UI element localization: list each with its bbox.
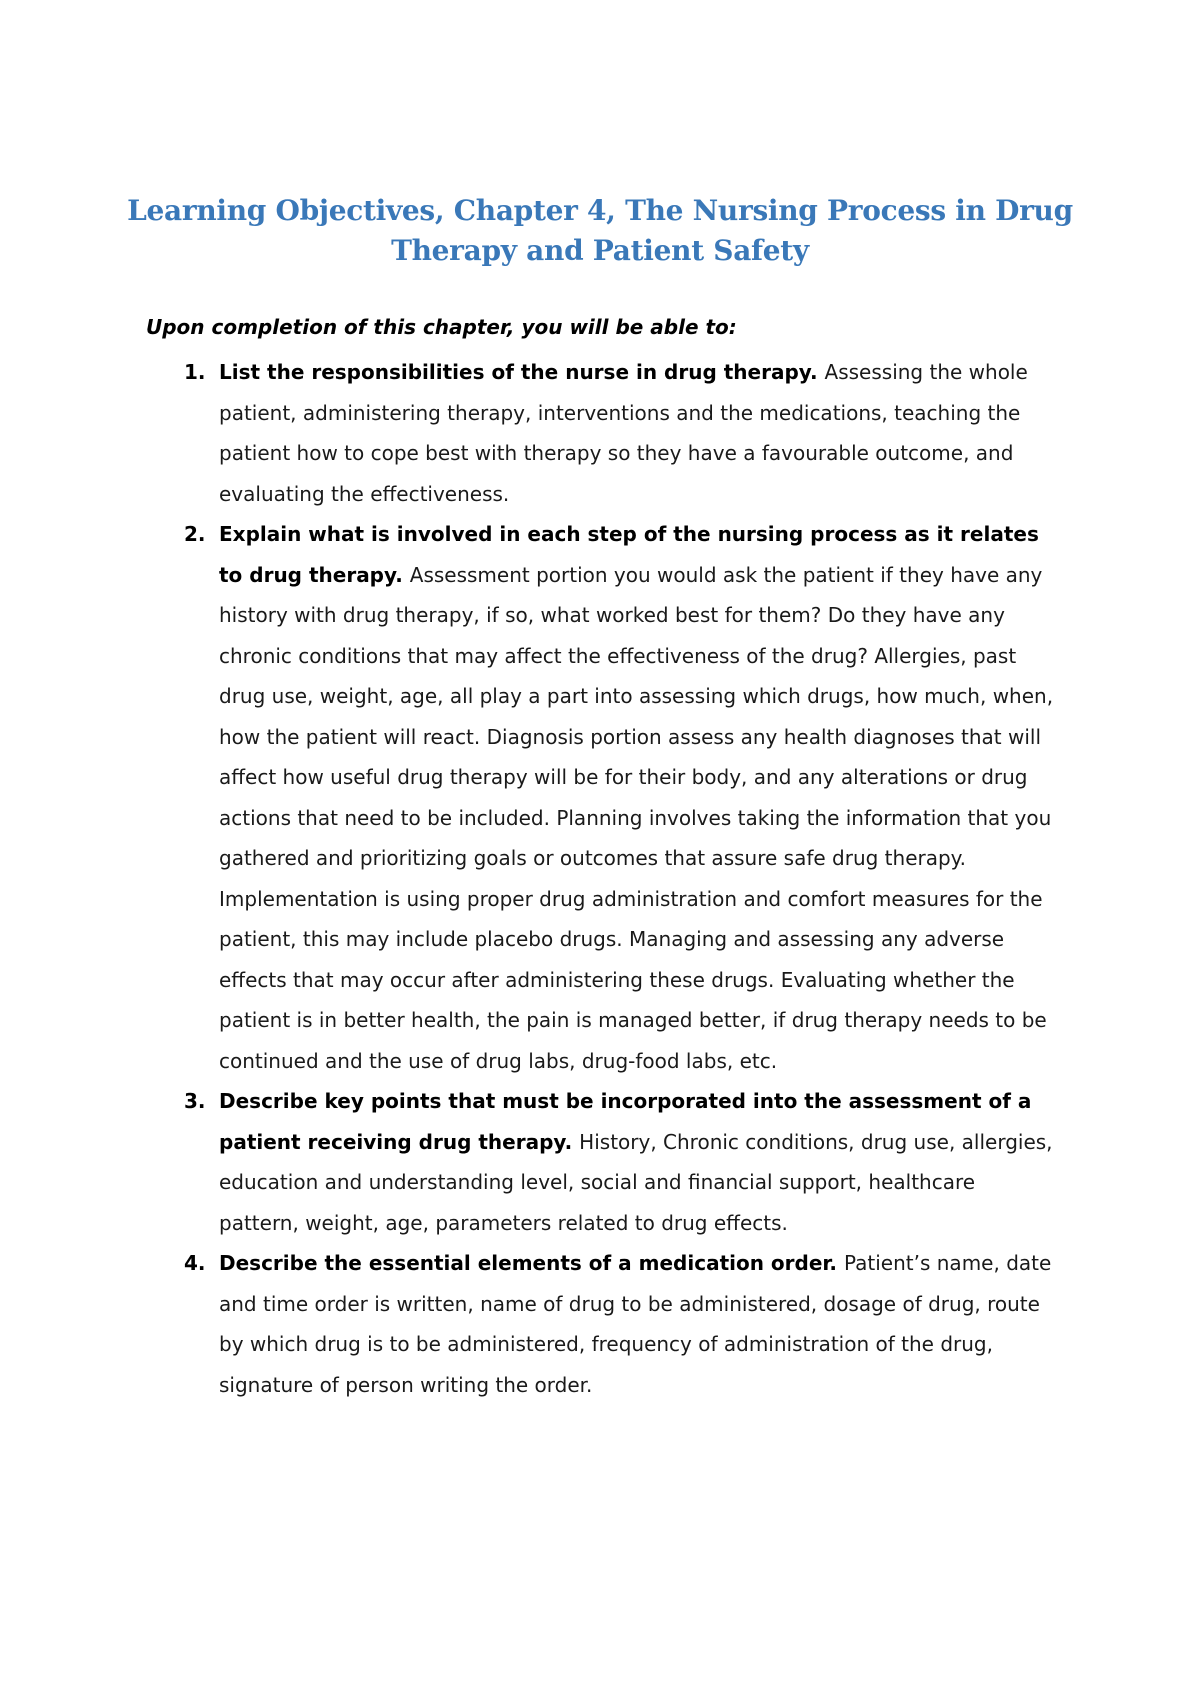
objective-item	[140, 352, 1060, 514]
objective-number: 1.	[184, 360, 206, 384]
objective-text: Assessing the whole patient, administering therapy, interventions and the medications, teaching the patient how to cope best with therapy so they have a favourable outcome, and evaluating the effectiveness.	[219, 360, 1028, 506]
page-title: Learning Objectives, Chapter 4, The Nursing Process in Drug Therapy and Patient Safety	[127, 194, 1073, 267]
objective-text: History, Chronic conditions, drug use, allergies, education and understanding level, social and financial support, healthcare pattern, weight, age, parameters related to drug effects.	[219, 1129, 1053, 1235]
objective-heading: Describe the essential elements of a medication order.	[219, 1251, 844, 1275]
objective-number: 4.	[184, 1251, 206, 1275]
objectives-list	[140, 352, 1060, 1405]
objective-number: 3.	[184, 1089, 206, 1113]
objective-heading: Explain what is involved in each step of the nursing process as it relates to drug therapy.	[219, 522, 1039, 587]
objective-text: Assessment portion you would ask the patient if they have any history with drug therapy, if so, what worked best for them? Do they have any chronic conditions that may affect the effectiveness of the drug? Allergies, past drug use, weight, age, all play a part into assessing which drugs, how much, when, how the patient will react. Diagnosis portion assess any health diagnoses that will affect how useful drug therapy will be for their body, and any alterations or drug actions that need to be included. Planning involves taking the information that you gathered and prioritizing goals or outcomes that assure safe drug therapy. Implementation is using proper drug administration and comfort measures for the patient, this may include placebo drugs. Managing and assessing any adverse effects that may occur after administering these drugs. Evaluating whether the patient is in better health, the pain is managed better, if drug therapy needs to be continued and the use of drug labs, drug-food labs, etc.	[219, 562, 1054, 1073]
objective-heading: Describe key points that must be incorporated into the assessment of a patient receiving drug therapy.	[219, 1089, 1032, 1154]
objective-item	[140, 1243, 1060, 1405]
objective-item	[140, 1081, 1060, 1243]
objective-text: Patient’s name, date and time order is written, name of drug to be administered, dosage of drug, route by which drug is to be administered, frequency of administration of the drug, signature of person writing the order.	[219, 1251, 1052, 1397]
objective-number: 2.	[184, 522, 206, 546]
objective-item	[140, 514, 1060, 1081]
intro-text: Upon completion of this chapter, you will be able to:	[146, 315, 737, 339]
objective-heading: List the responsibilities of the nurse in drug therapy.	[219, 360, 825, 384]
